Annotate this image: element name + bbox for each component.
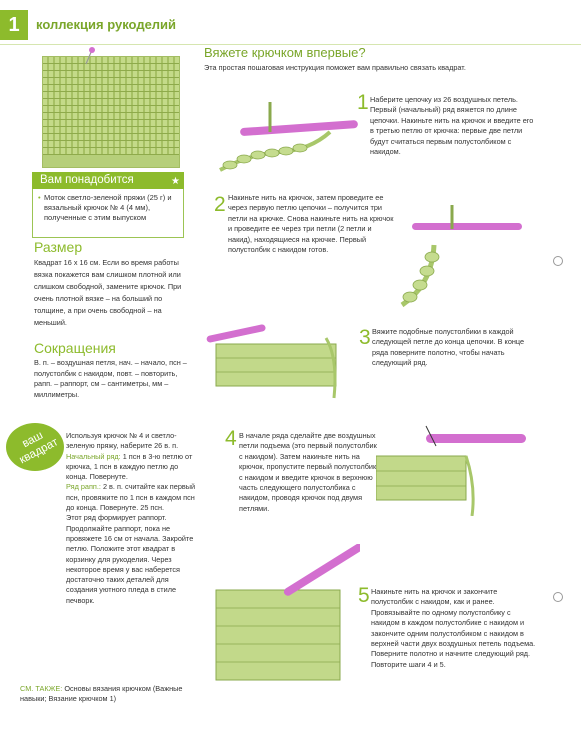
pin-icon bbox=[82, 46, 98, 66]
see-also: СМ. ТАКЖЕ: Основы вязания крючком (Важные навыки; Вязание крючком 1) bbox=[20, 684, 183, 703]
swatch-photo bbox=[42, 56, 180, 168]
size-text: Квадрат 16 х 16 см. Если во время работы вязка покажется вам слишком плотной или слишком свободной, замените крючок. При очень плотной вязке – на больший по толщине, а при очень свободной – на меньший. bbox=[34, 258, 182, 327]
your-square-instructions: Используя крючок № 4 и светло-зеленую пряжу, наберите 26 в. п. Начальный ряд: 1 псн в 3-ю петлю от крючка, 1 псн в каждую петлю до конца. Повернуте. Ряд рапп.: 2 в. п. считайте как первый псн, провяжите по 1 псн в каждом псн до конца. Повернуте. 25 псн. Этот ряд формирует раппорт. Продолжайте раппорт, пока не провяжете 16 см от начала. Закройте петлю. Положите этот квадрат в корзинку для рукоделия. Через некоторое время у вас наберется достаточно таких деталей для создания уютного пледа в стиле печворк. bbox=[66, 431, 196, 605]
star-icon: ★ bbox=[171, 176, 180, 187]
step5-illustration bbox=[210, 544, 360, 694]
abbreviations-heading: Сокращения bbox=[34, 340, 116, 356]
crochet-subtitle: Эта простая пошаговая инструкция поможет вам правильно связать квадрат. bbox=[204, 63, 466, 72]
step2-illustration bbox=[372, 205, 522, 315]
step3-number: 3 bbox=[359, 326, 371, 349]
collection-title: коллекция рукоделий bbox=[36, 17, 177, 32]
abbreviations-text: В. п. – воздушная петля, нач. – начало, псн – полустолбик с накидом, повт. – повторить, рапп. – раппорт, см – сантиметры, мм – миллиметры. bbox=[34, 358, 187, 399]
step5-number: 5 bbox=[358, 584, 370, 607]
step1-number: 1 bbox=[357, 91, 369, 114]
binder-hole bbox=[553, 256, 563, 266]
step4-text: В начале ряда сделайте две воздушных петли подъема (это первый полустолбик с накидом). Затем накиньте нить на крючок, пропустите первый полустолбик с накидом и введите крючок в верхнюю часть следующего полустолбика с накидом, проводя крючок под двумя петлями. bbox=[239, 431, 377, 513]
page-number: 1 bbox=[0, 10, 28, 40]
step4-illustration bbox=[376, 406, 526, 516]
size-heading: Размер bbox=[34, 239, 83, 255]
step5-text: Накиньте нить на крючок и закончите полустолбик с накидом, как и ранее. Провязывайте по одному полустолбику с накидом в каждом полустолбике с накидом и закончите одним полустолбиком с накидом в верхней части двух воздушных петель подъема. Поверните полотно и начните следующий ряд. Повторите шаги 4 и 5. bbox=[371, 587, 536, 669]
step2-number: 2 bbox=[214, 193, 226, 216]
step4-number: 4 bbox=[225, 427, 237, 450]
materials-item: • Моток светло-зеленой пряжи (25 г) и вязальный крючок № 4 (4 мм), полученные с этим выпуском bbox=[38, 193, 180, 223]
step2-text: Накиньте нить на крючок, затем проведите ее через первую петлю цепочки – получится три петли на крючке. Снова накиньте нить на крючок и проведите ее через три петли (2 петли и накид), находящиеся на крючке. Первый полустолбик с накидом готов. bbox=[228, 193, 394, 255]
step1-text: Наберите цепочку из 26 воздушных петель. Первый (начальный) ряд вяжется по длине цепочки. Накиньте нить на крючок и введите его в третью петлю от крючка: первые две петли будут считаться первым полустолбиком с накидом. bbox=[370, 95, 534, 157]
step3-illustration bbox=[206, 318, 356, 402]
your-square-badge-label: ваш квадрат bbox=[17, 429, 61, 467]
materials-title: Вам понадобится ★ bbox=[32, 172, 184, 189]
binder-hole bbox=[553, 592, 563, 602]
materials-list bbox=[38, 193, 180, 223]
step1-illustration bbox=[210, 92, 360, 182]
step3-text: Вяжите подобные полустолбики в каждой следующей петле до конца цепочки. В конце ряда поверните полотно, чтобы начать следующий ряд. bbox=[372, 327, 525, 368]
crochet-heading: Вяжете крючком впервые? bbox=[204, 45, 366, 60]
